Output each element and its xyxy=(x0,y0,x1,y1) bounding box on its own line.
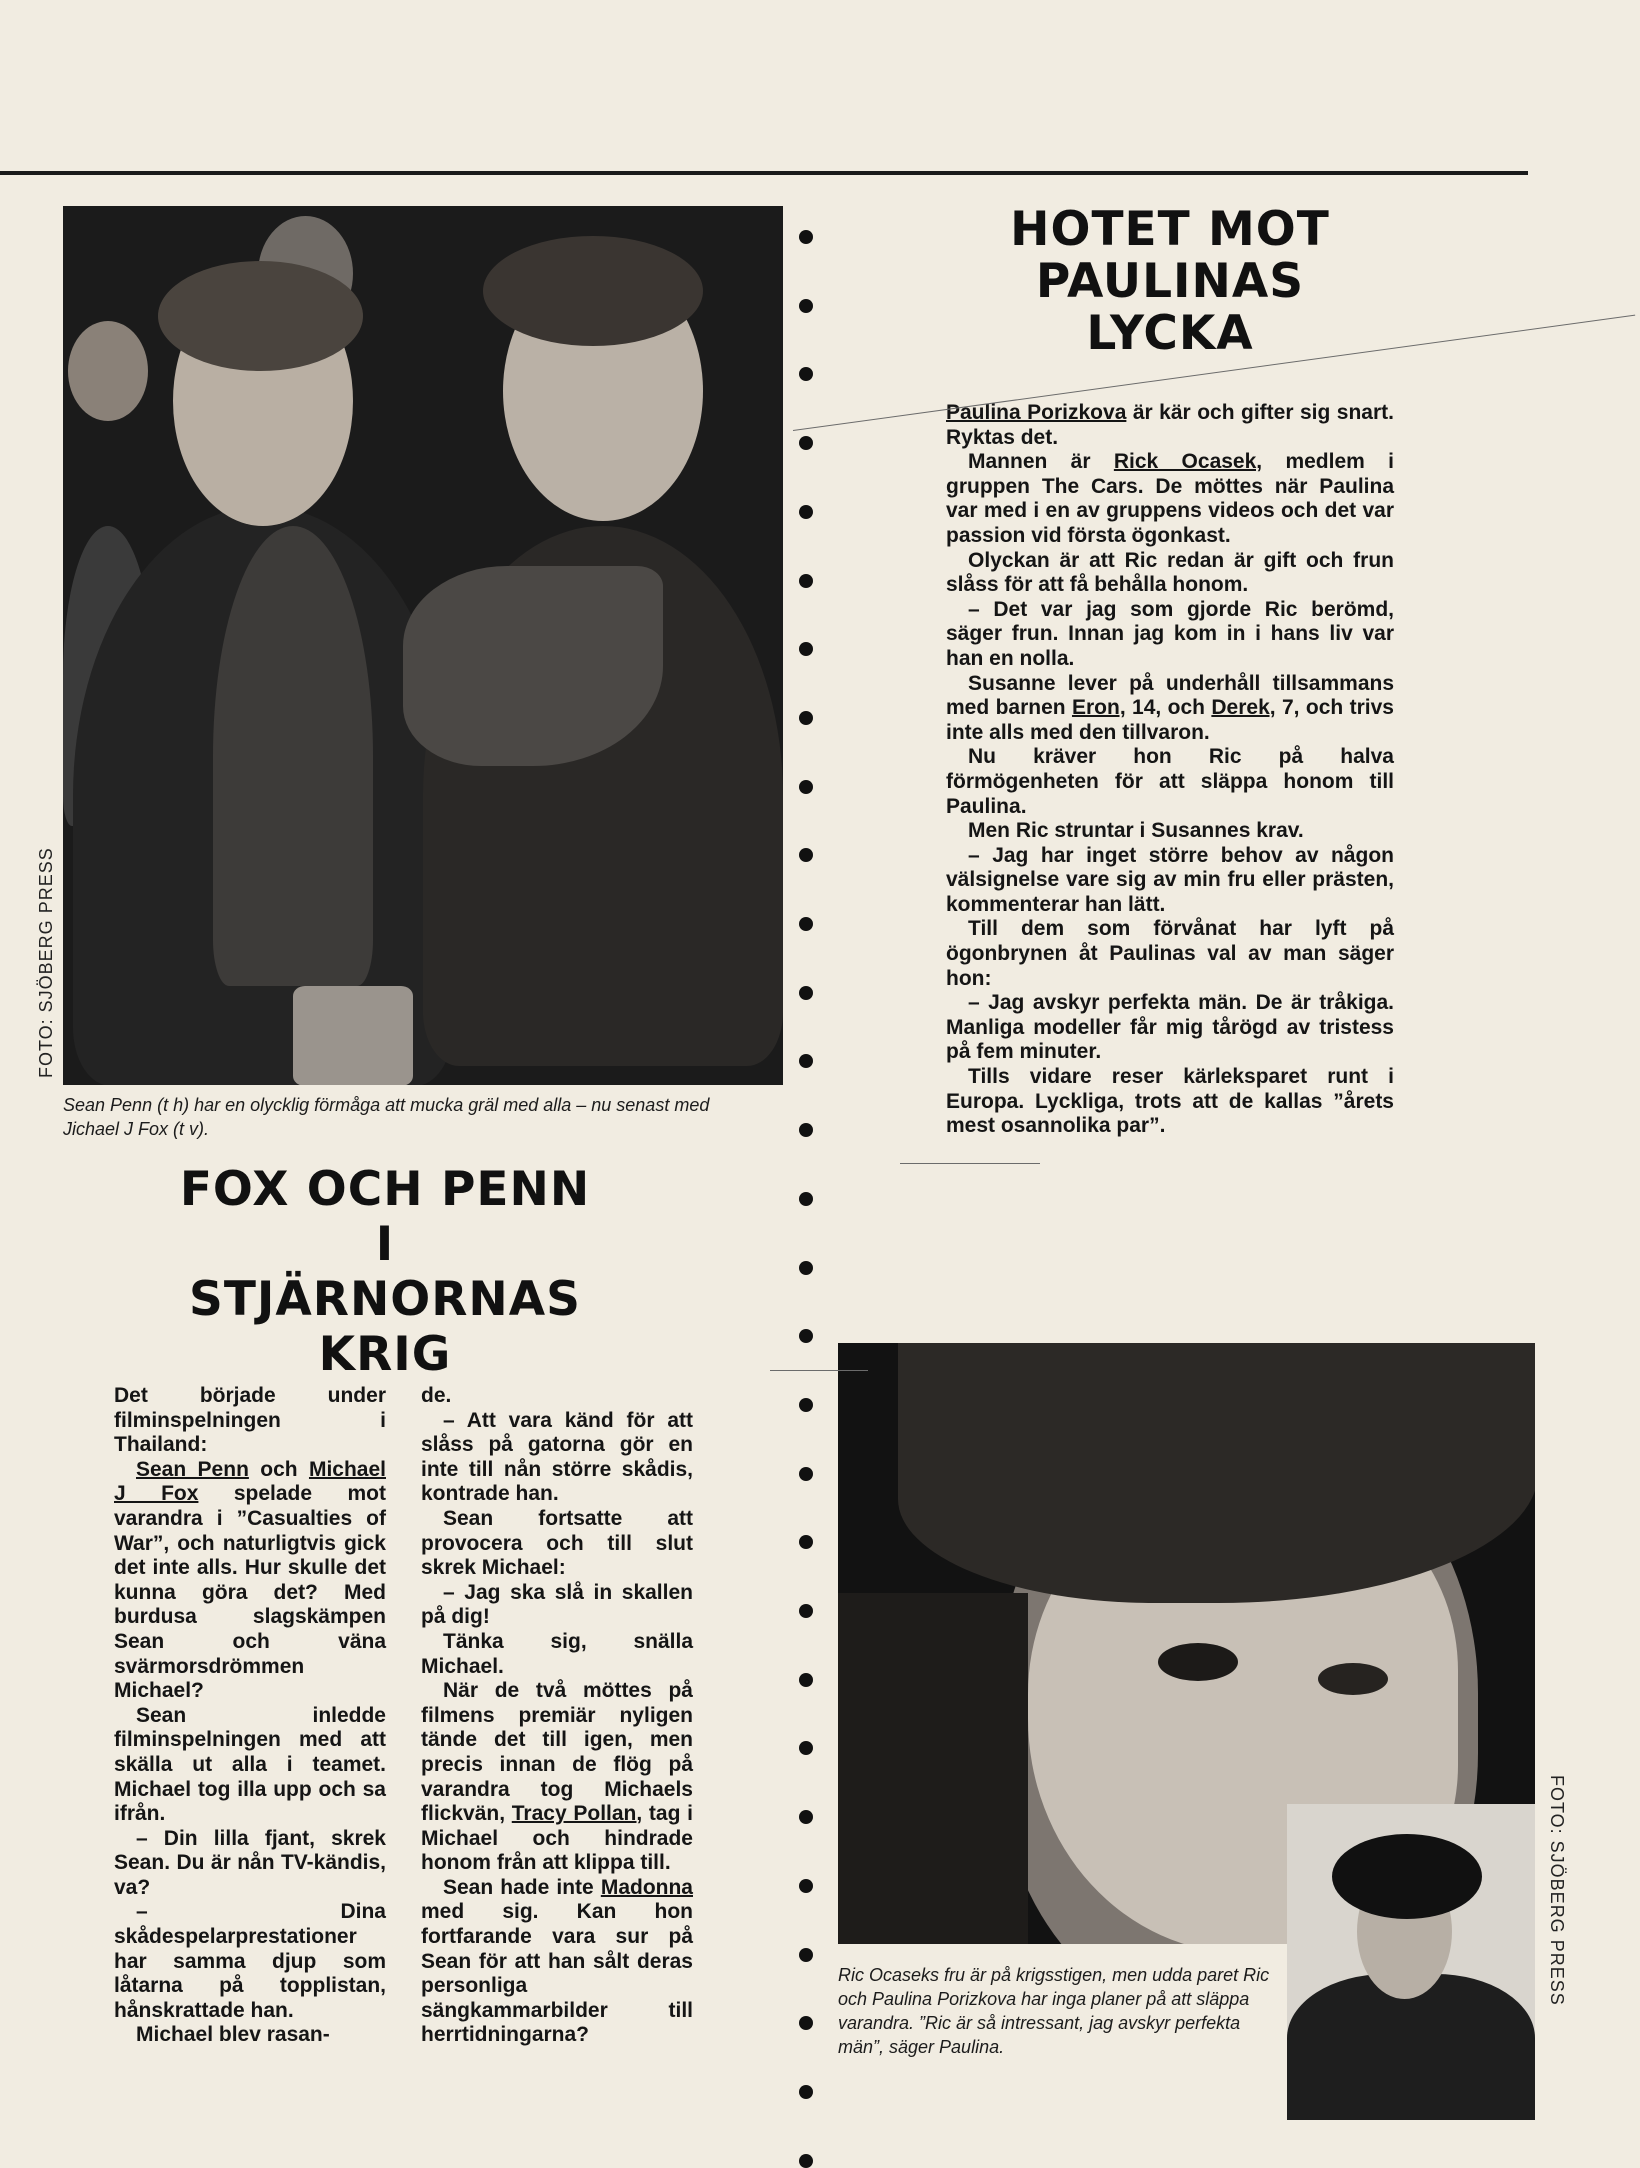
photo-shape xyxy=(293,986,413,1085)
photo-caption: Sean Penn (t h) har en olycklig förmåga att mucka gräl med alla – nu senast med Jichael J Fox (t v). xyxy=(63,1095,710,1139)
headline-line: HOTET MOT xyxy=(1010,202,1330,257)
binder-dot xyxy=(799,574,813,588)
paper-crease xyxy=(900,1163,1040,1164)
paragraph: – Jag avskyr perfekta män. De är tråkiga. Manliga modeller får mig tårögd av tristess på fem minuter. xyxy=(946,991,1394,1064)
headline-paulina xyxy=(940,204,1400,360)
underlined-name: Madonna xyxy=(600,1875,693,1899)
paragraph: Det började under filminspelningen i Thailand: xyxy=(114,1384,386,1457)
paragraph: Sean inledde filminspelningen med att skälla ut alla i teamet. Michael tog illa upp och sa ifrån. xyxy=(114,1703,386,1826)
headline-line: PAULINAS xyxy=(1035,254,1305,309)
binder-dot xyxy=(799,780,813,794)
binder-dot xyxy=(799,917,813,931)
paragraph: Sean hade inte Madonna med sig. Kan hon fortfarande vara sur på Sean för att han sålt deras personliga sängkammarbilder till herrtidningarna? xyxy=(421,1875,693,2047)
article-fox-penn-col1 xyxy=(114,1384,386,2048)
ric-ocasek-photo xyxy=(1287,1804,1535,2120)
headline-line: FOX OCH PENN xyxy=(179,1162,591,1217)
underlined-name: Michael J Fox xyxy=(114,1457,386,1506)
photo-shape xyxy=(838,1593,1028,1944)
binder-dot xyxy=(799,1398,813,1412)
photo-shape xyxy=(158,261,363,371)
photo-shape xyxy=(483,236,703,346)
underlined-name: Rick Ocasek, xyxy=(1113,450,1263,474)
paragraph: Men Ric struntar i Susannes krav. xyxy=(968,819,1304,843)
binder-dot xyxy=(799,711,813,725)
headline-line: I xyxy=(375,1217,395,1272)
photo-shape xyxy=(68,321,148,421)
binder-dot xyxy=(799,986,813,1000)
binder-dot xyxy=(799,367,813,381)
paragraph: Sean Penn och Michael J Fox spelade mot varandra i ”Casualties of War”, och naturligtvis gick det inte alls. Hur skulle det kunna göra det? Med burdusa slagskämpen Sean och väna svärmorsdrömmen Michael? xyxy=(114,1457,386,1703)
binder-dot xyxy=(799,1948,813,1962)
binder-dot xyxy=(799,299,813,313)
article-fox-penn-col2 xyxy=(421,1384,693,2048)
paragraph: Till dem som förvånat har lyft på ögonbrynen åt Paulinas val av man säger hon: xyxy=(946,917,1394,990)
binder-dot xyxy=(799,436,813,450)
headline-fox-penn xyxy=(105,1162,665,1382)
paragraph: Tänka sig, snälla Michael. xyxy=(421,1629,693,1678)
paragraph: – Att vara känd för att slåss på gatorna gör en inte till nån större skådis, kontrade han. xyxy=(421,1408,693,1506)
photo-shape xyxy=(1318,1663,1388,1695)
photo-caption: Ric Ocaseks fru är på krigsstigen, men udda paret Ric och Paulina Porizkova har inga planer på att släppa varandra. ”Ric är så intressant, jag avskyr perfekta män”, säger Paulina. xyxy=(838,1965,1270,2057)
paragraph: – Jag ska slå in skallen på dig! xyxy=(421,1580,693,1629)
binder-dot xyxy=(799,1329,813,1343)
fox-penn-photo xyxy=(63,206,783,1085)
paragraph: Michael blev rasan- xyxy=(136,2023,330,2047)
binder-dot xyxy=(799,505,813,519)
headline-line: KRIG xyxy=(318,1327,452,1382)
paragraph: de. xyxy=(421,1384,452,1407)
top-rule xyxy=(0,171,1528,175)
paragraph: – Din lilla fjant, skrek Sean. Du är nån TV-kändis, va? xyxy=(114,1826,386,1899)
underlined-name: Tracy Pollan, xyxy=(511,1802,643,1826)
binder-dot xyxy=(799,2154,813,2168)
photo-shape xyxy=(1332,1834,1482,1919)
binder-dot xyxy=(799,642,813,656)
paragraph: – Jag har inget större behov av någon välsignelse vare sig av min fru eller prästen, kommenterar han lätt. xyxy=(946,843,1394,916)
headline-line: STJÄRNORNAS xyxy=(188,1272,581,1327)
paragraph: Paulina Porizkova är kär och gifter sig snart. Ryktas det. xyxy=(946,401,1394,449)
underlined-name: Sean Penn xyxy=(136,1457,249,1481)
binder-dot xyxy=(799,2085,813,2099)
underlined-name: Eron, xyxy=(1071,696,1126,720)
binder-dot xyxy=(799,230,813,244)
binder-dot xyxy=(799,2016,813,2030)
binder-dot xyxy=(799,1467,813,1481)
paragraph: – Det var jag som gjorde Ric berömd, säger frun. Innan jag kom in i hans liv var han en nolla. xyxy=(946,597,1394,670)
paragraph: Olyckan är att Ric redan är gift och frun slåss för att få behålla honom. xyxy=(946,548,1394,597)
paragraph: Mannen är Rick Ocasek, medlem i gruppen The Cars. De möttes när Paulina var med i en av gruppens videos och det var passion vid första ögonkast. xyxy=(946,450,1394,547)
paragraph: När de två möttes på filmens premiär nyligen tände det till igen, men precis innan de flög på varandra tog Michaels flickvän, Tracy Pollan, tag i Michael och hindrade honom från att klippa till. xyxy=(421,1679,693,1875)
paragraph: Nu kräver hon Ric på halva förmögenheten för att släppa honom till Paulina. xyxy=(946,745,1394,818)
binder-dot xyxy=(799,1741,813,1755)
paper-crease xyxy=(770,1370,868,1371)
binder-dot xyxy=(799,1535,813,1549)
binder-dot xyxy=(799,1673,813,1687)
photo-credit: FOTO: SJÖBERG PRESS xyxy=(1547,1775,1567,2006)
binder-dot xyxy=(799,1054,813,1068)
binder-dot xyxy=(799,1123,813,1137)
underlined-name: Derek, xyxy=(1211,696,1276,720)
paragraph: Susanne lever på underhåll tillsammans med barnen Eron, 14, och Derek, 7, och trivs inte alls med den tillvaron. xyxy=(946,671,1394,744)
underlined-name: Paulina Porizkova xyxy=(946,401,1127,424)
paragraph: Sean fortsatte att provocera och till slut skrek Michael: xyxy=(421,1506,693,1580)
binder-dot xyxy=(799,1879,813,1893)
binder-dot xyxy=(799,1192,813,1206)
photo-credit: FOTO: SJÖBERG PRESS xyxy=(36,847,56,1078)
headline-line: LYCKA xyxy=(1086,306,1254,361)
binder-dot xyxy=(799,1810,813,1824)
photo-shape xyxy=(1158,1643,1238,1681)
binder-dot xyxy=(799,1604,813,1618)
article-paulina-body xyxy=(946,401,1394,1139)
paragraph: – Dina skådespelarprestationer har samma djup som låtarna på topplistan, hånskrattade han. xyxy=(114,1900,386,2022)
photo-shape xyxy=(213,526,373,986)
binder-dot xyxy=(799,848,813,862)
paragraph: Tills vidare reser kärleksparet runt i Europa. Lyckliga, trots att de kallas ”årets mest osannolika par”. xyxy=(946,1065,1394,1138)
photo-shape xyxy=(403,566,663,766)
photo-shape xyxy=(898,1343,1535,1603)
binder-dot xyxy=(799,1261,813,1275)
